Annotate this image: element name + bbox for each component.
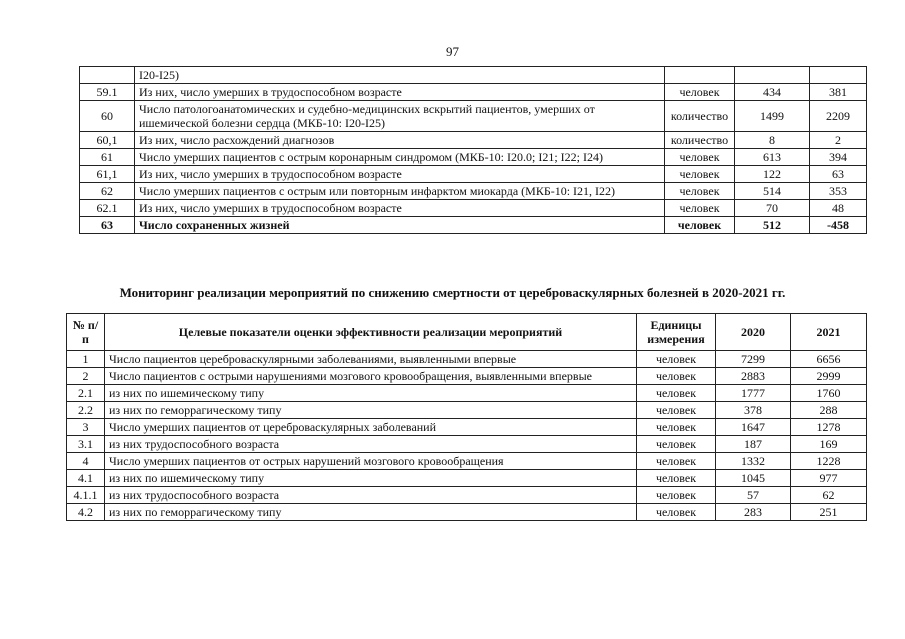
cardio-monitoring-table: [79, 66, 867, 234]
indicator-name: Число умерших пациентов с острым или повторным инфарктом миокарда (МКБ-10: I21, I22): [135, 183, 665, 200]
row-number: 4: [67, 453, 105, 470]
row-number: 4.1.1: [67, 487, 105, 504]
value-2020: 2883: [716, 368, 791, 385]
value-2021: 62: [791, 487, 867, 504]
value-2021: 48: [810, 200, 867, 217]
unit-cell: человек: [637, 368, 716, 385]
table-row: [67, 470, 867, 487]
unit-cell: количество: [665, 101, 735, 132]
indicator-name: Число пациентов с острыми нарушениями мозгового кровообращения, выявленными впервые: [105, 368, 637, 385]
table-row: [80, 67, 867, 84]
value-2021: 394: [810, 149, 867, 166]
unit-cell: человек: [637, 385, 716, 402]
value-2020: 7299: [716, 351, 791, 368]
value-2021: 353: [810, 183, 867, 200]
section-title: Мониторинг реализации мероприятий по снижению смертности от цереброваскулярных болезней в 2020-2021 гг.: [119, 285, 786, 300]
value-2020: 1332: [716, 453, 791, 470]
row-number: 2.1: [67, 385, 105, 402]
row-number: 1: [67, 351, 105, 368]
row-number: 2: [67, 368, 105, 385]
row-number: 60: [80, 101, 135, 132]
value-2020: 1647: [716, 419, 791, 436]
table-row: [67, 487, 867, 504]
value-2020: 122: [735, 166, 810, 183]
table-row: [80, 200, 867, 217]
unit-cell: количество: [665, 132, 735, 149]
table-row: [67, 385, 867, 402]
unit-cell: человек: [637, 436, 716, 453]
value-2021: 6656: [791, 351, 867, 368]
value-2020: 434: [735, 84, 810, 101]
table-row: [80, 101, 867, 132]
value-2020: 613: [735, 149, 810, 166]
indicator-name: Число патологоанатомических и судебно-медицинских вскрытий пациентов, умерших от ишемической болезни сердца (МКБ-10: I20-I25): [135, 101, 665, 132]
value-2021: -458: [810, 217, 867, 234]
table-header-row: [67, 314, 867, 351]
header-2021: 2021: [791, 314, 867, 351]
cardio-table-body: [80, 67, 867, 234]
header-unit: Единицы измерения: [637, 314, 716, 351]
value-2020: [735, 67, 810, 84]
row-number: 60,1: [80, 132, 135, 149]
value-2021: 1760: [791, 385, 867, 402]
value-2021: 977: [791, 470, 867, 487]
cerebrovascular-monitoring-table: [66, 313, 867, 521]
value-2021: 169: [791, 436, 867, 453]
unit-cell: человек: [665, 217, 735, 234]
unit-cell: человек: [665, 200, 735, 217]
value-2021: 381: [810, 84, 867, 101]
table-row: [67, 368, 867, 385]
unit-cell: человек: [665, 149, 735, 166]
indicator-name: Число умерших пациентов с острым коронарным синдромом (МКБ-10: I20.0; I21; I22; I24): [135, 149, 665, 166]
unit-cell: человек: [665, 166, 735, 183]
table-row: [67, 351, 867, 368]
row-number: 3: [67, 419, 105, 436]
value-2020: 70: [735, 200, 810, 217]
row-number: 2.2: [67, 402, 105, 419]
unit-cell: человек: [665, 183, 735, 200]
value-2020: 1777: [716, 385, 791, 402]
unit-cell: человек: [637, 470, 716, 487]
value-2021: 251: [791, 504, 867, 521]
value-2020: 57: [716, 487, 791, 504]
indicator-name: из них трудоспособного возраста: [105, 436, 637, 453]
row-number: [80, 67, 135, 84]
table-row: [67, 504, 867, 521]
row-number: 3.1: [67, 436, 105, 453]
table-row: [80, 149, 867, 166]
value-2021: 2999: [791, 368, 867, 385]
table-row: [80, 217, 867, 234]
indicator-name: из них по геморрагическому типу: [105, 504, 637, 521]
indicator-name: Из них, число умерших в трудоспособном возрасте: [135, 200, 665, 217]
value-2020: 514: [735, 183, 810, 200]
table-row: [67, 436, 867, 453]
value-2020: 283: [716, 504, 791, 521]
row-number: 63: [80, 217, 135, 234]
indicator-name: Число умерших пациентов от цереброваскулярных заболеваний: [105, 419, 637, 436]
row-number: 62.1: [80, 200, 135, 217]
row-number: 61: [80, 149, 135, 166]
indicator-name: из них по геморрагическому типу: [105, 402, 637, 419]
indicator-name: Из них, число умерших в трудоспособном возрасте: [135, 84, 665, 101]
indicator-name: Число умерших пациентов от острых нарушений мозгового кровообращения: [105, 453, 637, 470]
value-2021: 288: [791, 402, 867, 419]
header-num: № п/п: [67, 314, 105, 351]
value-2021: [810, 67, 867, 84]
unit-cell: человек: [665, 84, 735, 101]
value-2021: 2209: [810, 101, 867, 132]
indicator-name: I20-I25): [135, 67, 665, 84]
value-2020: 512: [735, 217, 810, 234]
unit-cell: человек: [637, 504, 716, 521]
indicator-name: Число пациентов цереброваскулярными заболеваниями, выявленными впервые: [105, 351, 637, 368]
page-number: 97: [446, 44, 459, 59]
cerebro-table-body: [67, 351, 867, 521]
value-2020: 1045: [716, 470, 791, 487]
value-2020: 1499: [735, 101, 810, 132]
row-number: 62: [80, 183, 135, 200]
indicator-name: Число сохраненных жизней: [135, 217, 665, 234]
value-2020: 187: [716, 436, 791, 453]
indicator-name: Из них, число расхождений диагнозов: [135, 132, 665, 149]
unit-cell: человек: [637, 419, 716, 436]
row-number: 4.2: [67, 504, 105, 521]
indicator-name: из них трудоспособного возраста: [105, 487, 637, 504]
indicator-name: из них по ишемическому типу: [105, 385, 637, 402]
row-number: 4.1: [67, 470, 105, 487]
table-row: [67, 453, 867, 470]
indicator-name: Из них, число умерших в трудоспособном возрасте: [135, 166, 665, 183]
unit-cell: человек: [637, 453, 716, 470]
value-2021: 1228: [791, 453, 867, 470]
table-row: [80, 183, 867, 200]
unit-cell: человек: [637, 487, 716, 504]
unit-cell: человек: [637, 402, 716, 419]
value-2021: 63: [810, 166, 867, 183]
value-2020: 378: [716, 402, 791, 419]
table-row: [80, 84, 867, 101]
value-2021: 1278: [791, 419, 867, 436]
row-number: 59.1: [80, 84, 135, 101]
header-2020: 2020: [716, 314, 791, 351]
table-row: [80, 132, 867, 149]
row-number: 61,1: [80, 166, 135, 183]
unit-cell: человек: [637, 351, 716, 368]
value-2021: 2: [810, 132, 867, 149]
indicator-name: из них по ишемическому типу: [105, 470, 637, 487]
table-row: [80, 166, 867, 183]
table-row: [67, 402, 867, 419]
header-indicator: Целевые показатели оценки эффективности реализации мероприятий: [105, 314, 637, 351]
value-2020: 8: [735, 132, 810, 149]
table-row: [67, 419, 867, 436]
unit-cell: [665, 67, 735, 84]
